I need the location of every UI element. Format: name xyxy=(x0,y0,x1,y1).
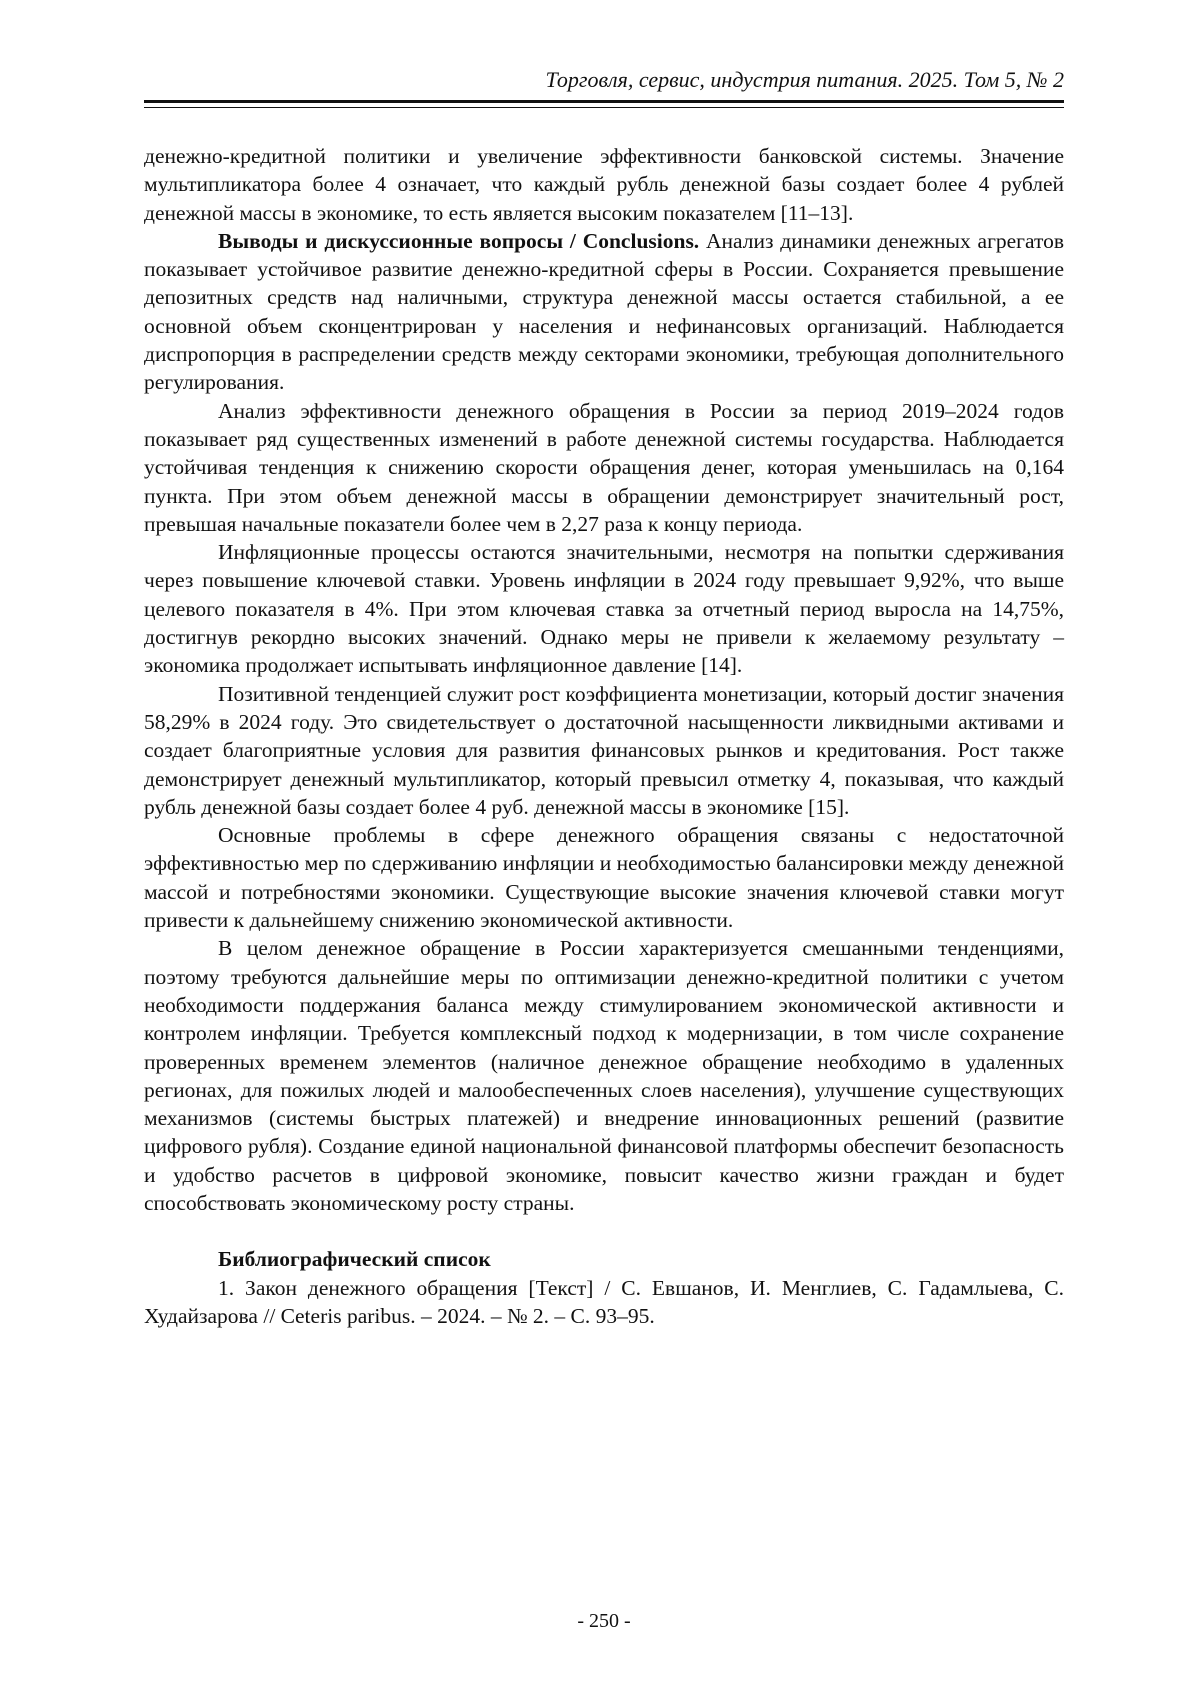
paragraph-problems: Основные проблемы в сфере денежного обращения связаны с недостаточной эффективностью мер по сдерживанию инфляции и необходимостью балансировки между денежной массой и потребностями экономики. Существующие высокие значения ключевой ставки могут привести к дальнейшему снижению экономической активности. xyxy=(144,821,1064,934)
bibliography-entry: 1. Закон денежного обращения [Текст] / С. Евшанов, И. Менглиев, С. Гадамлыева, С. Худайзарова // Ceteris paribus. – 2024. – № 2. – С. 93–95. xyxy=(144,1274,1064,1331)
paragraph-conclusions xyxy=(144,227,1064,397)
header-rule xyxy=(144,100,1064,108)
paragraph-overall: В целом денежное обращение в России характеризуется смешанными тенденциями, поэтому требуются дальнейшие меры по оптимизации денежно-кредитной политики с учетом необходимости поддержания баланса между стимулированием экономической активности и контролем инфляции. Требуется комплексный подход к модернизации, в том числе сохранение проверенных временем элементов (наличное денежное обращение необходимо в удаленных регионах, для пожилых людей и малообеспеченных слоев населения), улучшение существующих механизмов (системы быстрых платежей) и внедрение инновационных решений (развитие цифрового рубля). Создание единой национальной финансовой платформы обеспечит безопасность и удобство расчетов в цифровой экономике, повысит качество жизни граждан и будет способствовать экономическому росту страны. xyxy=(144,934,1064,1217)
paragraph-inflation: Инфляционные процессы остаются значительными, несмотря на попытки сдерживания через повышение ключевой ставки. Уровень инфляции в 2024 году превышает 9,92%, что выше целевого показателя в 4%. При этом ключевая ставка за отчетный период выросла на 14,75%, достигнув рекордно высоких значений. Однако меры не привели к желаемому результату – экономика продолжает испытывать инфляционное давление [14]. xyxy=(144,538,1064,679)
conclusions-text: Анализ динамики денежных агрегатов показывает устойчивое развитие денежно-кредитной сферы в России. Сохраняется превышение депозитных средств над наличными, структура денежной массы остается стабильной, а ее основной объем сконцентрирован у населения и нефинансовых организаций. Наблюдается диспропорция в распределении средств между секторами экономики, требующая дополнительного регулирования. xyxy=(144,229,1064,394)
bibliography-heading: Библиографический список xyxy=(144,1245,1064,1273)
running-title: Торговля, сервис, индустрия питания. 2025. Том 5, № 2 xyxy=(144,66,1064,94)
conclusions-heading: Выводы и дискуссионные вопросы / Conclusions. xyxy=(218,229,699,253)
paragraph-monetization: Позитивной тенденцией служит рост коэффициента монетизации, который достиг значения 58,29% в 2024 году. Это свидетельствует о достаточной насыщенности ликвидными активами и создает благоприятные условия для развития финансовых рынков и кредитования. Рост также демонстрирует денежный мультипликатор, который превысил отметку 4, показывая, что каждый рубль денежной базы создает более 4 руб. денежной массы в экономике [15]. xyxy=(144,680,1064,821)
page-number: - 250 - xyxy=(144,1608,1064,1634)
article-body xyxy=(144,142,1064,1330)
paragraph-continuation: денежно-кредитной политики и увеличение эффективности банковской системы. Значение мультипликатора более 4 означает, что каждый рубль денежной базы создает более 4 рублей денежной массы в экономике, то есть является высоким показателем [11–13]. xyxy=(144,142,1064,227)
paragraph-efficiency: Анализ эффективности денежного обращения в России за период 2019–2024 годов показывает ряд существенных изменений в работе денежной системы государства. Наблюдается устойчивая тенденция к снижению скорости обращения денег, которая уменьшилась на 0,164 пункта. При этом объем денежной массы в обращении демонстрирует значительный рост, превышая начальные показатели более чем в 2,27 раза к концу периода. xyxy=(144,397,1064,538)
